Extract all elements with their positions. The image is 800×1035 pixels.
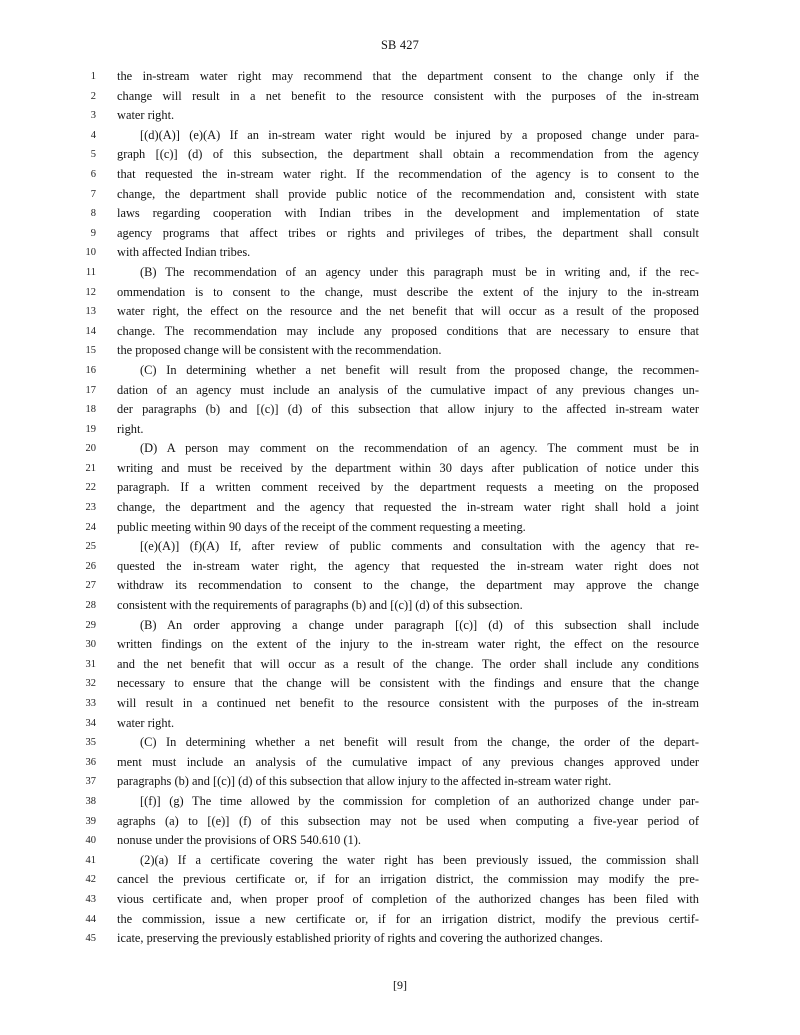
line-number: 31 bbox=[85, 658, 96, 670]
line-text: quested the in-stream water right, the agency that requested the in-stream water right does not bbox=[117, 558, 699, 573]
text-line bbox=[0, 87, 800, 107]
line-text: withdraw its recommendation to consent to the change, the department may approve the change bbox=[117, 578, 699, 593]
text-line bbox=[0, 851, 800, 871]
line-text: laws regarding cooperation with Indian tribes in the development and implementation of state bbox=[117, 206, 699, 221]
line-number: 34 bbox=[85, 717, 96, 729]
line-number: 9 bbox=[90, 227, 96, 239]
line-number: 16 bbox=[85, 364, 96, 376]
line-number: 41 bbox=[85, 854, 96, 866]
line-text: (B) An order approving a change under paragraph [(c)] (d) of this subsection shall include bbox=[140, 617, 699, 632]
text-line bbox=[0, 870, 800, 890]
line-number: 3 bbox=[90, 110, 96, 122]
line-text: water right. bbox=[117, 108, 175, 123]
line-number: 20 bbox=[85, 443, 96, 455]
line-number: 4 bbox=[90, 129, 96, 141]
line-number: 8 bbox=[90, 208, 96, 220]
text-line bbox=[0, 616, 800, 636]
text-line bbox=[0, 674, 800, 694]
line-text: with affected Indian tribes. bbox=[117, 245, 251, 260]
line-number: 36 bbox=[85, 756, 96, 768]
line-number: 35 bbox=[85, 737, 96, 749]
line-text: paragraphs (b) and [(c)] (d) of this subsection that allow injury to the affected in-stream water right. bbox=[117, 774, 612, 789]
line-text: graph [(c)] (d) of this subsection, the department shall obtain a recommendation from the agency bbox=[117, 147, 699, 162]
line-text: icate, preserving the previously established priority of rights and covering the authorized changes. bbox=[117, 931, 603, 946]
line-text: (B) The recommendation of an agency under this paragraph must be in writing and, if the rec- bbox=[140, 264, 699, 279]
line-text: (C) In determining whether a net benefit will result from the proposed change, the recommen- bbox=[140, 362, 699, 377]
text-line bbox=[0, 812, 800, 832]
text-line bbox=[0, 439, 800, 459]
text-line bbox=[0, 518, 800, 538]
line-number: 43 bbox=[85, 893, 96, 905]
line-text: der paragraphs (b) and [(c)] (d) of this subsection that allow injury to the affected in-stream water bbox=[117, 402, 699, 417]
line-number: 17 bbox=[85, 384, 96, 396]
line-number: 1 bbox=[90, 71, 96, 82]
page-number: [9] bbox=[393, 978, 407, 992]
line-text: that requested the in-stream water right. If the recommendation of the agency is to consent to the bbox=[117, 166, 699, 181]
text-line bbox=[0, 498, 800, 518]
line-text: cancel the previous certificate or, if for an irrigation district, the commission may modify the pre- bbox=[117, 872, 699, 887]
line-text: [(d)(A)] (e)(A) If an in-stream water right would be injured by a proposed change under para- bbox=[140, 127, 699, 142]
line-text: the commission, issue a new certificate or, if for an irrigation district, modify the previous certif- bbox=[117, 911, 699, 926]
text-line bbox=[0, 576, 800, 596]
line-text: will result in a continued net benefit to the resource consistent with the purposes of the in-stream bbox=[117, 696, 699, 710]
line-number: 38 bbox=[85, 795, 96, 807]
line-text: change will result in a net benefit to the resource consistent with the purposes of the in-stream bbox=[117, 88, 699, 103]
line-text: agraphs (a) to [(e)] (f) of this subsection may not be used when computing a five-year period of bbox=[117, 813, 699, 828]
text-line bbox=[0, 655, 800, 675]
text-line bbox=[0, 400, 800, 420]
text-line bbox=[0, 694, 800, 714]
line-number: 21 bbox=[85, 462, 96, 474]
line-text: water right. bbox=[117, 715, 175, 730]
text-line bbox=[0, 165, 800, 185]
text-line bbox=[0, 420, 800, 440]
line-text: the in-stream water right may recommend that the department consent to the change only if the bbox=[117, 69, 699, 83]
text-line bbox=[0, 831, 800, 851]
line-number: 29 bbox=[85, 619, 96, 631]
text-line bbox=[0, 459, 800, 479]
line-number: 18 bbox=[85, 404, 96, 416]
line-number: 14 bbox=[85, 325, 96, 337]
line-number: 7 bbox=[90, 188, 96, 200]
text-line bbox=[0, 243, 800, 263]
line-number: 25 bbox=[85, 541, 96, 553]
line-number: 32 bbox=[85, 678, 96, 690]
text-line bbox=[0, 185, 800, 205]
text-line bbox=[0, 635, 800, 655]
text-line bbox=[0, 145, 800, 165]
text-line bbox=[0, 126, 800, 146]
line-text: necessary to ensure that the change will be consistent with the findings and ensure that the change bbox=[117, 676, 699, 691]
line-number: 11 bbox=[85, 266, 96, 278]
line-number: 22 bbox=[85, 482, 96, 494]
text-line bbox=[0, 67, 800, 87]
text-line bbox=[0, 772, 800, 792]
line-number: 5 bbox=[90, 149, 96, 161]
text-line bbox=[0, 537, 800, 557]
text-line bbox=[0, 302, 800, 322]
line-number: 24 bbox=[85, 521, 96, 533]
bill-header: SB 427 bbox=[380, 38, 420, 52]
line-number: 19 bbox=[85, 423, 96, 435]
line-text: water right, the effect on the resource and the net benefit that will occur as a result of the proposed bbox=[117, 304, 699, 319]
text-line bbox=[0, 929, 800, 949]
line-text: right. bbox=[117, 421, 144, 436]
text-line bbox=[0, 322, 800, 342]
line-text: change. The recommendation may include any proposed conditions that are necessary to ensure that bbox=[117, 323, 699, 338]
text-line bbox=[0, 381, 800, 401]
line-text: public meeting within 90 days of the receipt of the comment requesting a meeting. bbox=[117, 519, 526, 534]
line-text: (C) In determining whether a net benefit will result from the change, the order of the depart- bbox=[140, 735, 699, 750]
line-text: consistent with the requirements of paragraphs (b) and [(c)] (d) of this subsection. bbox=[117, 598, 523, 613]
line-text: dation of an agency must include an analysis of the cumulative impact of any previous changes un- bbox=[117, 382, 699, 397]
text-line bbox=[0, 714, 800, 734]
line-text: [(e)(A)] (f)(A) If, after review of public comments and consultation with the agency that re- bbox=[140, 539, 699, 554]
text-line bbox=[0, 204, 800, 224]
line-text: ment must include an analysis of the cumulative impact of any previous changes approved under bbox=[117, 754, 699, 769]
line-text: nonuse under the provisions of ORS 540.610 (1). bbox=[117, 833, 362, 848]
text-line bbox=[0, 283, 800, 303]
line-number: 26 bbox=[85, 560, 96, 572]
line-text: written findings on the extent of the injury to the in-stream water right, the effect on the resource bbox=[117, 637, 699, 652]
line-number: 2 bbox=[90, 90, 96, 102]
line-text: vious certificate and, when proper proof of completion of the authorized changes has been filed with bbox=[117, 891, 699, 906]
line-number: 44 bbox=[85, 913, 96, 925]
line-text: agency programs that affect tribes or rights and privileges of tribes, the department shall consult bbox=[117, 225, 699, 240]
line-number: 28 bbox=[85, 600, 96, 612]
text-line bbox=[0, 910, 800, 930]
line-number: 45 bbox=[85, 933, 96, 945]
text-line bbox=[0, 557, 800, 577]
line-number: 37 bbox=[85, 776, 96, 788]
line-number: 30 bbox=[85, 639, 96, 651]
line-text: (2)(a) If a certificate covering the water right has been previously issued, the commission shall bbox=[140, 852, 699, 867]
text-line bbox=[0, 792, 800, 812]
line-number: 6 bbox=[90, 168, 96, 180]
line-text: [(f)] (g) The time allowed by the commission for completion of an authorized change under par- bbox=[140, 793, 699, 808]
text-line bbox=[0, 596, 800, 616]
line-number: 15 bbox=[85, 345, 96, 357]
line-text: the proposed change will be consistent with the recommendation. bbox=[117, 343, 442, 358]
line-text: writing and must be received by the department within 30 days after publication of notice under this bbox=[117, 460, 699, 475]
text-line bbox=[0, 106, 800, 126]
line-number: 39 bbox=[85, 815, 96, 827]
text-line bbox=[0, 890, 800, 910]
line-text: (D) A person may comment on the recommendation of an agency. The comment must be in bbox=[140, 441, 699, 456]
line-number: 33 bbox=[85, 698, 96, 709]
line-number: 13 bbox=[85, 306, 96, 318]
text-line bbox=[0, 733, 800, 753]
line-text: change, the department and the agency that requested the in-stream water right shall hold a joint bbox=[117, 500, 699, 515]
text-line bbox=[0, 341, 800, 361]
line-number: 12 bbox=[85, 286, 96, 298]
line-number: 23 bbox=[85, 502, 96, 514]
line-number: 40 bbox=[85, 835, 96, 847]
line-text: change, the department shall provide public notice of the recommendation and, consistent with state bbox=[117, 186, 699, 201]
text-line bbox=[0, 753, 800, 773]
numbered-lines bbox=[0, 67, 800, 949]
line-number: 10 bbox=[85, 247, 96, 259]
line-number: 27 bbox=[85, 580, 96, 592]
line-text: paragraph. If a written comment received by the department requests a meeting on the proposed bbox=[117, 480, 699, 495]
line-text: ommendation is to consent to the change, must describe the extent of the injury to the in-stream bbox=[117, 284, 699, 299]
line-number: 42 bbox=[85, 874, 96, 886]
text-line bbox=[0, 263, 800, 283]
text-line bbox=[0, 478, 800, 498]
line-text: and the net benefit that will occur as a result of the change. The order shall include any conditions bbox=[117, 656, 699, 671]
text-line bbox=[0, 224, 800, 244]
text-line bbox=[0, 361, 800, 381]
